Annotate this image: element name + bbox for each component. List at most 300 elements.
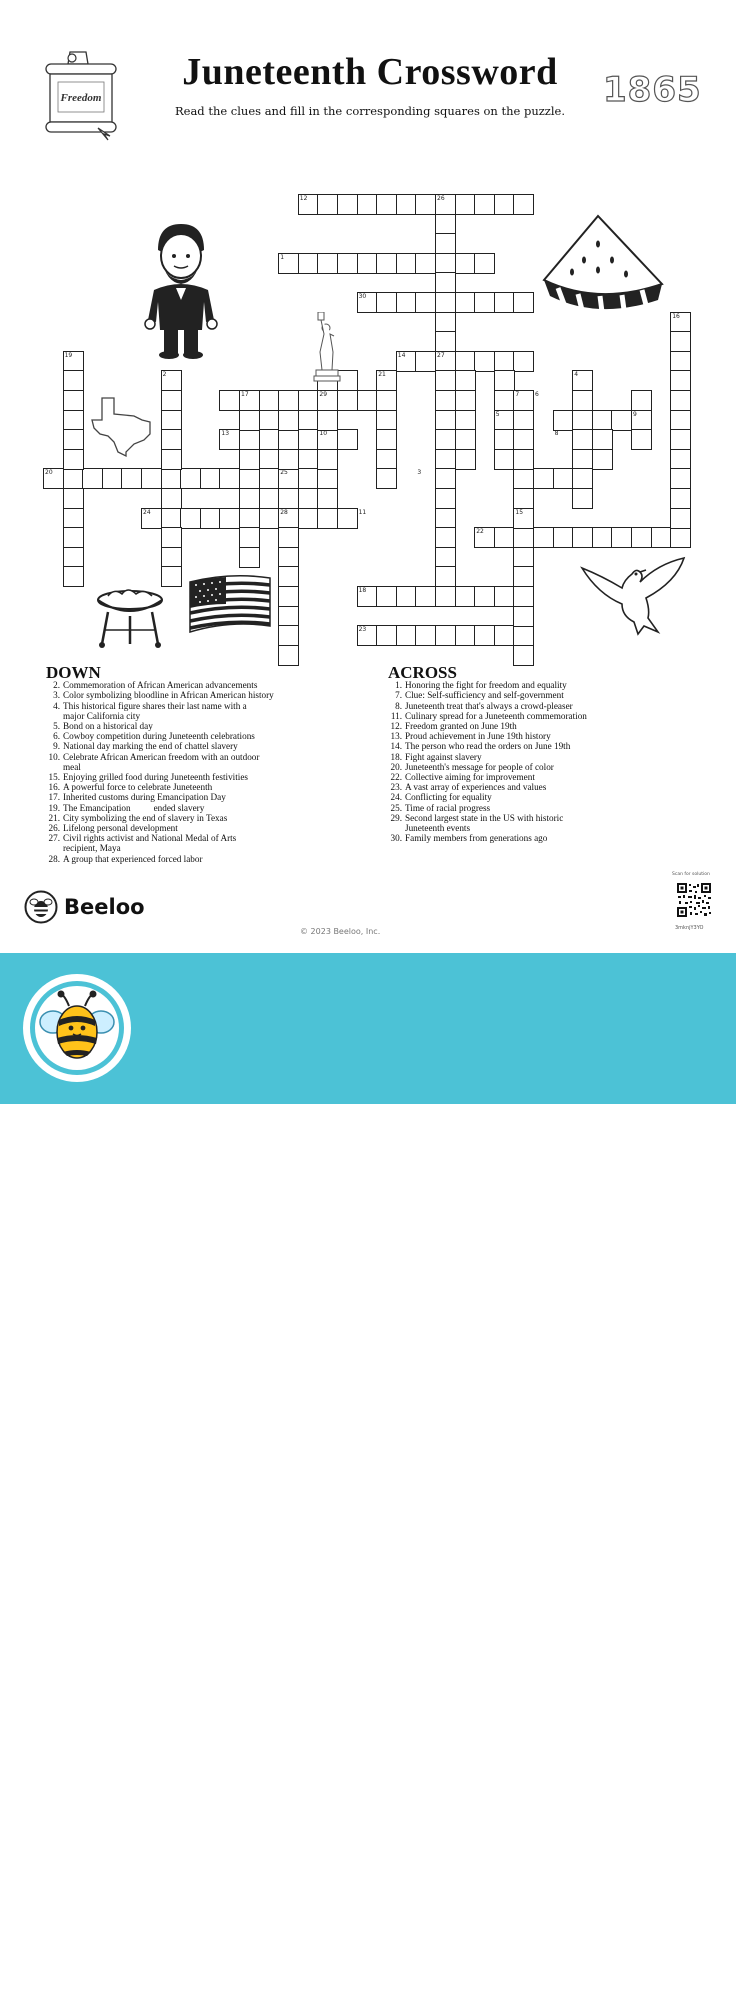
across-clues: [388, 663, 688, 844]
crossword-cell[interactable]: [278, 645, 299, 666]
clue-text: Civil rights activist and National Medal of Arts: [63, 833, 237, 844]
crossword-cell[interactable]: [611, 527, 632, 548]
clue-number: 2.: [53, 680, 60, 691]
crossword-cell[interactable]: [376, 468, 397, 489]
crossword-cell[interactable]: [161, 410, 182, 431]
crossword-cell[interactable]: [572, 468, 593, 489]
crossword-cell[interactable]: [317, 410, 338, 431]
crossword-cell[interactable]: [259, 429, 280, 450]
crossword-cell[interactable]: [651, 527, 672, 548]
crossword-cell[interactable]: [670, 429, 691, 450]
down-clue-item: [46, 731, 346, 741]
crossword-cell[interactable]: [435, 390, 456, 411]
crossword-cell[interactable]: [200, 468, 221, 489]
crossword-cell[interactable]: [161, 547, 182, 568]
clue-number: 3.: [53, 690, 60, 701]
cell-number: 2: [162, 371, 167, 379]
freedom-scroll-icon: [38, 48, 123, 143]
down-clue-item: [46, 843, 346, 853]
crossword-cell[interactable]: [631, 390, 652, 411]
page-subtitle: Read the clues and fill in the corresponding squares on the puzzle.: [174, 104, 565, 118]
cell-number: 3: [417, 469, 422, 477]
crossword-cell[interactable]: [670, 351, 691, 372]
cell-number: 19: [64, 351, 73, 359]
clue-number: 4.: [53, 700, 60, 711]
crossword-cell[interactable]: [513, 410, 534, 431]
crossword-cell[interactable]: [455, 390, 476, 411]
crossword-cell[interactable]: [455, 449, 476, 470]
crossword-cell[interactable]: [592, 449, 613, 470]
cell-number: 17: [241, 391, 249, 398]
clue-text: Collective aiming for improvement: [405, 772, 535, 783]
crossword-cell[interactable]: [455, 410, 476, 431]
crossword-cell[interactable]: [670, 508, 691, 529]
crossword-cell[interactable]: [553, 468, 574, 489]
crossword-cell[interactable]: [513, 449, 534, 470]
across-clue-item: [388, 833, 688, 843]
crossword-cell[interactable]: [376, 194, 397, 215]
clue-text: meal: [63, 761, 81, 772]
clue-text: A powerful force to celebrate Juneteenth: [63, 782, 213, 793]
clue-text: Lifelong personal development: [63, 823, 178, 834]
crossword-cell[interactable]: [239, 468, 260, 489]
crossword-cell[interactable]: [63, 508, 84, 529]
clue-text: Color symbolizing bloodline in African American history: [63, 690, 274, 701]
clue-text: This historical figure shares their last name with a: [63, 700, 247, 711]
crossword-cell[interactable]: [533, 468, 554, 489]
cell-number: 26: [437, 195, 445, 202]
crossword-cell[interactable]: [435, 508, 456, 529]
clue-number: 26.: [48, 823, 60, 834]
crossword-cell[interactable]: [180, 508, 201, 529]
crossword-cell[interactable]: [278, 586, 299, 607]
across-clue-item: [388, 711, 688, 721]
crossword-cell[interactable]: [572, 527, 593, 548]
crossword-cell[interactable]: [494, 625, 515, 646]
crossword-cell[interactable]: [63, 370, 84, 391]
crossword-cell[interactable]: [494, 292, 515, 313]
crossword-cell[interactable]: [513, 351, 534, 372]
crossword-cell[interactable]: [396, 625, 417, 646]
crossword-cell[interactable]: [415, 625, 436, 646]
crossword-cell[interactable]: [298, 508, 319, 529]
across-clue-item: [388, 792, 688, 802]
crossword-cell[interactable]: [278, 527, 299, 548]
crossword-cell[interactable]: [396, 586, 417, 607]
statue-icon: [312, 312, 342, 382]
crossword-cell[interactable]: [455, 351, 476, 372]
crossword-cell[interactable]: [396, 292, 417, 313]
crossword-cell[interactable]: [435, 566, 456, 587]
crossword-cell[interactable]: [376, 449, 397, 470]
clue-text: Juneteenth events: [405, 823, 471, 834]
page-title: Juneteenth Crossword: [182, 51, 558, 93]
cell-number: 12: [299, 195, 308, 202]
across-clue-item: [388, 772, 688, 782]
clue-number: 22.: [390, 772, 402, 783]
crossword-cell[interactable]: [553, 410, 574, 431]
watermelon-icon: [538, 210, 668, 310]
crossword-cell[interactable]: [455, 429, 476, 450]
crossword-cell[interactable]: [494, 370, 515, 391]
crossword-cell[interactable]: [572, 390, 593, 411]
crossword-cell[interactable]: [474, 292, 495, 313]
crossword-cell[interactable]: [396, 253, 417, 274]
clue-text: National day marking the end of chattel slavery: [63, 741, 238, 752]
crossword-cell[interactable]: [435, 253, 456, 274]
crossword-cell[interactable]: [670, 488, 691, 509]
crossword-cell[interactable]: [317, 468, 338, 489]
crossword-cell[interactable]: [455, 253, 476, 274]
crossword-cell[interactable]: [415, 351, 436, 372]
clue-text: City symbolizing the end of slavery in Texas: [63, 812, 228, 823]
crossword-cell[interactable]: [572, 410, 593, 431]
clue-number: 24.: [390, 792, 402, 803]
crossword-cell[interactable]: [455, 194, 476, 215]
crossword-cell[interactable]: [494, 586, 515, 607]
crossword-cell[interactable]: [474, 253, 495, 274]
crossword-cell[interactable]: [631, 527, 652, 548]
crossword-cell[interactable]: [239, 410, 260, 431]
crossword-cell[interactable]: [317, 508, 338, 529]
clue-text: Celebrate African American freedom with an outdoor: [63, 751, 260, 762]
crossword-cell[interactable]: [435, 331, 456, 352]
crossword-cell[interactable]: [200, 508, 221, 529]
crossword-cell[interactable]: [219, 390, 240, 411]
crossword-cell[interactable]: [396, 194, 417, 215]
crossword-cell[interactable]: [278, 410, 299, 431]
crossword-cell[interactable]: [298, 429, 319, 450]
across-heading: ACROSS: [388, 663, 457, 682]
crossword-cell[interactable]: [435, 488, 456, 509]
down-clue-item: [46, 690, 346, 700]
crossword-cell[interactable]: [239, 527, 260, 548]
crossword-cell[interactable]: [474, 194, 495, 215]
crossword-cell[interactable]: [357, 194, 378, 215]
crossword-cell[interactable]: [141, 468, 162, 489]
crossword-cell[interactable]: [239, 508, 260, 529]
cell-number: 18: [358, 587, 367, 594]
cell-number: 28: [280, 508, 288, 516]
cell-number: 16: [672, 312, 680, 320]
crossword-cell[interactable]: [317, 194, 338, 215]
crossword-cell[interactable]: [494, 527, 515, 548]
crossword-cell[interactable]: [435, 233, 456, 254]
down-clue-list: [46, 680, 346, 864]
across-clue-list: [388, 680, 688, 843]
crossword-cell[interactable]: [259, 468, 280, 489]
crossword-cell[interactable]: [435, 292, 456, 313]
crossword-cell[interactable]: [278, 606, 299, 627]
clue-text: The Emancipation ended slavery: [63, 802, 205, 813]
crossword-cell[interactable]: [102, 468, 123, 489]
clue-text: Commemoration of African American advancements: [63, 680, 258, 691]
crossword-cell[interactable]: [435, 449, 456, 470]
across-clue-item: [388, 813, 688, 823]
down-clue-item: [46, 833, 346, 843]
clue-number: 11.: [390, 710, 402, 721]
crossword-cell[interactable]: [435, 547, 456, 568]
cell-number: 4: [574, 371, 579, 379]
crossword-cell[interactable]: [63, 488, 84, 509]
crossword-cell[interactable]: [435, 410, 456, 431]
qr-code-icon[interactable]: [676, 882, 712, 918]
crossword-cell[interactable]: [513, 566, 534, 587]
crossword-cell[interactable]: [435, 429, 456, 450]
clue-text: Clue: Self-sufficiency and self-government: [405, 690, 564, 701]
crossword-cell[interactable]: [337, 253, 358, 274]
crossword-cell[interactable]: [415, 292, 436, 313]
clue-number: 25.: [390, 802, 402, 813]
crossword-cell[interactable]: [435, 214, 456, 235]
across-clue-item: [388, 701, 688, 711]
crossword-cell[interactable]: [376, 390, 397, 411]
crossword-cell[interactable]: [298, 468, 319, 489]
crossword-cell[interactable]: [161, 508, 182, 529]
crossword-cell[interactable]: [435, 468, 456, 489]
clue-number: 1.: [395, 680, 402, 691]
crossword-cell[interactable]: [592, 527, 613, 548]
crossword-cell[interactable]: [631, 429, 652, 450]
crossword-cell[interactable]: [572, 429, 593, 450]
crossword-cell[interactable]: [239, 547, 260, 568]
crossword-cell[interactable]: [376, 292, 397, 313]
crossword-cell[interactable]: [317, 449, 338, 470]
crossword-cell[interactable]: [161, 468, 182, 489]
scroll-label: Freedom: [60, 92, 102, 104]
across-clue-item: [388, 762, 688, 772]
down-clue-item: [46, 803, 346, 813]
crossword-cell[interactable]: [298, 253, 319, 274]
cell-number: 1: [280, 253, 285, 261]
crossword-cell[interactable]: [161, 488, 182, 509]
down-clue-item: [46, 680, 346, 690]
cell-number: 23: [358, 626, 367, 634]
down-clue-item: [46, 741, 346, 751]
clue-text: Bond on a historical day: [63, 721, 153, 732]
cell-number: 10: [319, 430, 328, 438]
crossword-cell[interactable]: [670, 449, 691, 470]
crossword-cell[interactable]: [455, 370, 476, 391]
crossword-cell[interactable]: [63, 527, 84, 548]
crossword-cell[interactable]: [670, 527, 691, 548]
crossword-cell[interactable]: [337, 390, 358, 411]
down-clue-item: [46, 762, 346, 772]
crossword-cell[interactable]: [278, 429, 299, 450]
crossword-cell[interactable]: [239, 429, 260, 450]
crossword-cell[interactable]: [298, 390, 319, 411]
down-clue-item: [46, 711, 346, 721]
crossword-cell[interactable]: [474, 351, 495, 372]
crossword-cell[interactable]: [63, 547, 84, 568]
dove-icon: [578, 554, 690, 636]
crossword-cell[interactable]: [494, 194, 515, 215]
clue-text: Proud achievement in June 19th history: [405, 731, 551, 742]
cell-number: 22: [476, 528, 484, 536]
crossword-cell[interactable]: [415, 253, 436, 274]
crossword-cell[interactable]: [161, 449, 182, 470]
across-clue-item: [388, 741, 688, 751]
clue-text: Culinary spread for a Juneteenth commemoration: [405, 710, 587, 721]
crossword-cell[interactable]: [435, 312, 456, 333]
across-clue-item: [388, 680, 688, 690]
clue-text: Time of racial progress: [405, 802, 491, 813]
crossword-cell[interactable]: [435, 370, 456, 391]
crossword-cell[interactable]: [572, 488, 593, 509]
crossword-cell[interactable]: [513, 292, 534, 313]
crossword-cell[interactable]: [513, 527, 534, 548]
crossword-cell[interactable]: [494, 429, 515, 450]
clue-number: 10.: [48, 751, 60, 762]
crossword-cell[interactable]: [239, 449, 260, 470]
clue-text: major California city: [63, 710, 141, 721]
clue-number: 7.: [395, 690, 402, 701]
crossword-cell[interactable]: [63, 468, 84, 489]
crossword-cell[interactable]: [415, 194, 436, 215]
crossword-cell[interactable]: [161, 429, 182, 450]
crossword-cell[interactable]: [670, 410, 691, 431]
lincoln-figure-icon: [136, 220, 226, 360]
down-clue-item: [46, 854, 346, 864]
clue-number: 20.: [390, 761, 402, 772]
crossword-cell[interactable]: [376, 586, 397, 607]
crossword-cell[interactable]: [513, 645, 534, 666]
crossword-cell[interactable]: [455, 292, 476, 313]
crossword-cell[interactable]: [219, 508, 240, 529]
crossword-cell[interactable]: [161, 390, 182, 411]
footer-banner: [0, 953, 736, 2003]
clue-text: The person who read the orders on June 19th: [405, 741, 571, 752]
crossword-cell[interactable]: [376, 625, 397, 646]
crossword-cell[interactable]: [219, 468, 240, 489]
across-clue-item: [388, 803, 688, 813]
down-clue-item: [46, 721, 346, 731]
crossword-cell[interactable]: [337, 508, 358, 529]
crossword-cell[interactable]: [494, 390, 515, 411]
clue-text: Juneteenth's message for people of color: [405, 761, 554, 772]
crossword-cell[interactable]: [337, 194, 358, 215]
crossword-cell[interactable]: [180, 468, 201, 489]
crossword-cell[interactable]: [513, 468, 534, 489]
crossword-cell[interactable]: [239, 488, 260, 509]
crossword-cell[interactable]: [513, 606, 534, 627]
crossword-cell[interactable]: [63, 449, 84, 470]
crossword-cell[interactable]: [63, 566, 84, 587]
crossword-cell[interactable]: [357, 253, 378, 274]
crossword-cell[interactable]: [278, 390, 299, 411]
crossword-cell[interactable]: [435, 527, 456, 548]
crossword-cell[interactable]: [513, 488, 534, 509]
cell-number: 9: [633, 410, 637, 418]
beeloo-logo[interactable]: [24, 890, 145, 924]
crossword-cell[interactable]: [357, 390, 378, 411]
crossword-cell[interactable]: [376, 253, 397, 274]
across-clue-item: [388, 690, 688, 700]
clue-text: Juneteenth treat that's always a crowd-pleaser: [405, 700, 573, 711]
crossword-cell[interactable]: [278, 566, 299, 587]
across-clue-item: [388, 731, 688, 741]
crossword-cell[interactable]: [415, 586, 436, 607]
crossword-cell[interactable]: [278, 449, 299, 470]
crossword-cell[interactable]: [278, 488, 299, 509]
crossword-cell[interactable]: [572, 449, 593, 470]
across-clue-item: [388, 721, 688, 731]
clue-text: A group that experienced forced labor: [63, 853, 203, 864]
cell-number: 5: [495, 410, 500, 418]
cell-number: 29: [319, 391, 328, 398]
crossword-cell[interactable]: [553, 527, 574, 548]
crossword-cell[interactable]: [474, 586, 495, 607]
crossword-cell[interactable]: [435, 586, 456, 607]
crossword-cell[interactable]: [670, 390, 691, 411]
crossword-cell[interactable]: [513, 429, 534, 450]
crossword-cell[interactable]: [63, 410, 84, 431]
clue-number: 9.: [53, 741, 60, 752]
crossword-cell[interactable]: [63, 390, 84, 411]
clue-number: 23.: [390, 782, 402, 793]
crossword-cell[interactable]: [259, 508, 280, 529]
crossword-cell[interactable]: [278, 625, 299, 646]
crossword-cell[interactable]: [494, 351, 515, 372]
crossword-cell[interactable]: [317, 488, 338, 509]
crossword-cell[interactable]: [533, 527, 554, 548]
crossword-cell[interactable]: [259, 390, 280, 411]
crossword-cell[interactable]: [513, 547, 534, 568]
cell-number: 24: [143, 508, 151, 516]
crossword-cell[interactable]: [592, 429, 613, 450]
crossword-cell[interactable]: [455, 586, 476, 607]
down-clue-item: [46, 813, 346, 823]
clue-text: Conflicting for equality: [405, 792, 492, 803]
crossword-cell[interactable]: [278, 547, 299, 568]
copyright-text: © 2023 Beeloo, Inc.: [300, 927, 381, 936]
crossword-cell[interactable]: [670, 331, 691, 352]
clue-number: 14.: [390, 741, 402, 752]
crossword-cell[interactable]: [435, 625, 456, 646]
crossword-cell[interactable]: [513, 586, 534, 607]
crossword-cell[interactable]: [513, 625, 534, 646]
crossword-cell[interactable]: [376, 429, 397, 450]
clue-text: recipient, Maya: [63, 843, 121, 854]
crossword-cell[interactable]: [670, 370, 691, 391]
american-flag-icon: [186, 572, 274, 638]
crossword-cell[interactable]: [82, 468, 103, 489]
down-clue-item: [46, 701, 346, 711]
crossword-cell[interactable]: [376, 410, 397, 431]
crossword-cell[interactable]: [611, 410, 632, 431]
crossword-cell[interactable]: [161, 527, 182, 548]
brand-name: Beeloo: [64, 895, 145, 919]
clue-number: 21.: [48, 812, 60, 823]
clue-number: 16.: [48, 782, 60, 793]
cell-number: 6: [535, 391, 539, 398]
clue-number: 12.: [390, 721, 402, 732]
crossword-cell[interactable]: [435, 272, 456, 293]
clue-text: Second largest state in the US with historic: [405, 812, 564, 823]
crossword-cell[interactable]: [592, 410, 613, 431]
crossword-cell[interactable]: [474, 625, 495, 646]
crossword-cell[interactable]: [121, 468, 142, 489]
crossword-cell[interactable]: [337, 429, 358, 450]
crossword-cell[interactable]: [494, 449, 515, 470]
crossword-cell[interactable]: [455, 625, 476, 646]
down-clue-item: [46, 772, 346, 782]
texas-map-icon: [90, 396, 154, 458]
crossword-cell[interactable]: [63, 429, 84, 450]
crossword-cell[interactable]: [513, 194, 534, 215]
crossword-cell[interactable]: [670, 468, 691, 489]
crossword-cell[interactable]: [317, 253, 338, 274]
